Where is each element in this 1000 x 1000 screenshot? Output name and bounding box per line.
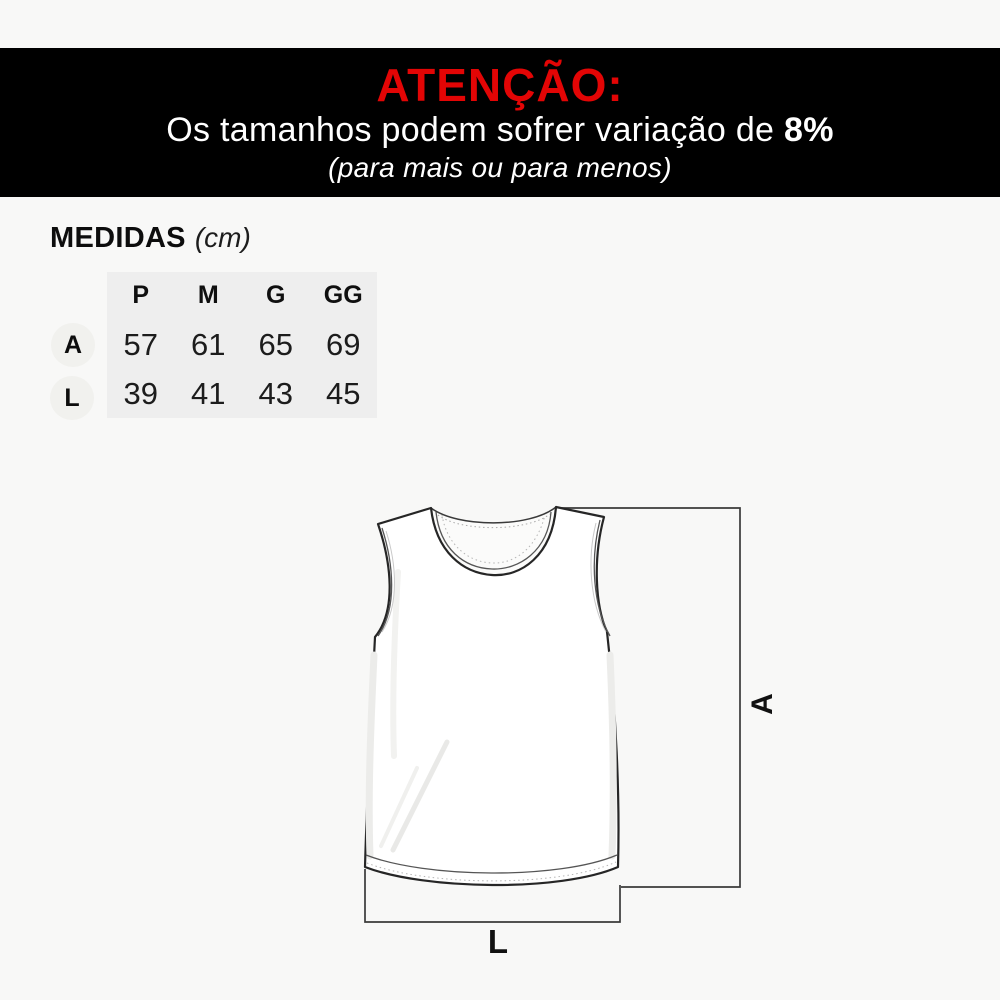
measurement-value: 39 [123, 376, 158, 411]
measures-unit: (cm) [194, 222, 251, 253]
measurement-value: 65 [258, 326, 293, 362]
size-column-header: G [266, 281, 286, 309]
row-label-width: L [50, 376, 94, 420]
width-dimension-label: L [487, 923, 509, 960]
banner-subtitle-emphasis: 8% [784, 110, 834, 149]
size-column-header: M [197, 281, 219, 309]
banner-subtitle-text: Os tamanhos podem sofrer variação de [166, 110, 784, 149]
measurement-value: 41 [191, 376, 226, 411]
measurement-value: 61 [191, 326, 226, 362]
banner-note: (para mais ou para menos) [328, 151, 672, 183]
banner-title: ATENÇÃO: [376, 58, 624, 111]
measurement-value: 45 [326, 376, 361, 411]
measurement-value: 43 [258, 376, 293, 411]
measurement-value: 57 [123, 326, 158, 362]
measures-title: MEDIDAS [50, 222, 186, 254]
row-label-height: A [51, 323, 95, 367]
measurement-value: 69 [326, 326, 361, 362]
size-column-header: P [132, 281, 150, 309]
height-dimension-label: A [746, 693, 779, 715]
size-column-header: GG [323, 281, 363, 309]
